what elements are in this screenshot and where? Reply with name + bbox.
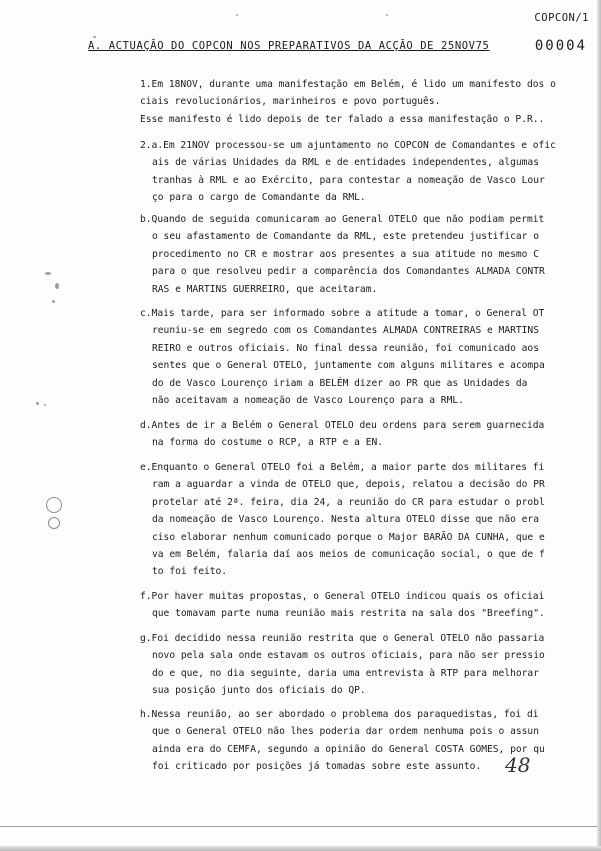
paragraph-2f: [140, 588, 585, 623]
paragraph-2c: [140, 305, 585, 409]
text-line: ainda era do CEMFA, segundo a opinião do General COSTA GOMES, por qu: [152, 743, 545, 755]
text-line: va em Belém, falaria daí aos meios de comunicação social, o que de f: [152, 548, 545, 560]
page-bottom-rule: [0, 826, 601, 827]
scan-speck: [93, 36, 96, 38]
text-line: Esse manifesto é lido depois de ter falado a essa manifestação o P.R..: [140, 113, 545, 125]
text-line: REIRO e outros oficiais. No final dessa reunião, foi comunicado aos: [152, 342, 539, 354]
text-line: que tomavam parte numa reunião mais restrita na sala dos "Breefing".: [152, 608, 545, 620]
text-line: tranhas à RML e ao Exército, para contestar a nomeação de Vasco Lour: [152, 174, 545, 186]
text-line: ciais revolucionários, marinheiros e povo português.: [140, 96, 441, 108]
text-line: não aceitavam a nomeação de Vasco Lourenço para a RML.: [152, 394, 464, 406]
paragraph-2b: [140, 211, 585, 298]
text-line: RAS e MARTINS GUERREIRO, que aceitaram.: [152, 283, 378, 295]
scan-speck: [236, 14, 238, 16]
document-reference: COPCON/1: [534, 12, 589, 24]
text-line: ais de várias Unidades da RML e de entidades independentes, algumas: [152, 157, 539, 169]
paragraph-2a: [140, 137, 585, 207]
scan-speck: [45, 272, 51, 275]
paragraph-2g: [140, 630, 585, 700]
text-line: reuniu-se em segredo com os Comandantes ALMADA CONTREIRAS e MARTINS: [152, 325, 539, 337]
text-line: que o General OTELO não lhes poderia dar ordem nenhuma pois o assun: [152, 726, 539, 738]
text-line: do e que, no dia seguinte, daria uma entrevista à RTP para melhorar: [152, 667, 539, 679]
text-line: procedimento no CR e mostrar aos presentes a sua atitude no mesmo C: [152, 248, 539, 260]
scan-speck: [386, 14, 388, 16]
text-line: e.Enquanto o General OTELO foi a Belém, a maior parte dos militares fi: [140, 462, 545, 473]
paragraph-2d: [140, 417, 585, 452]
text-line: 2.a.Em 21NOV processou-se um ajuntamento no COPCON de Comandantes e ofic: [140, 140, 556, 151]
text-line: ço para o cargo de Comandante da RML.: [152, 192, 366, 204]
scan-speck: [44, 404, 46, 406]
text-line: novo pela sala onde estavam os outros oficiais, para não ser pressio: [152, 650, 545, 662]
paragraph-1: [140, 76, 585, 128]
text-line: da nomeação de Vasco Lourenço. Nesta altura OTELO disse que não era: [152, 514, 539, 526]
text-line: g.Foi decidido nessa reunião restrita que o General OTELO não passaria: [140, 633, 545, 644]
text-line: ciso elaborar nenhum comunicado porque o Major BARÃO DA CUNHA, que e: [152, 531, 545, 543]
scan-speck: [55, 283, 59, 289]
text-line: o seu afastamento de Comandante da RML, este pretendeu justificar o: [152, 231, 539, 243]
text-line: d.Antes de ir a Belém o General OTELO deu ordens para serem guarnecida: [140, 420, 545, 431]
text-line: c.Mais tarde, para ser informado sobre a atitude a tomar, o General OT: [140, 308, 545, 319]
text-line: sentes que o General OTELO, juntamente com alguns militares e acompa: [152, 360, 545, 372]
text-line: sua posição junto dos oficiais do QP.: [152, 685, 366, 697]
page-edge-shadow-bottom: [0, 846, 601, 851]
page-edge-shadow-right: [597, 0, 601, 851]
punch-hole-mark: [46, 497, 62, 513]
text-line: para o que resolveu pedir a comparência dos Comandantes ALMADA CONTR: [152, 266, 545, 278]
text-line: 1.Em 18NOV, durante uma manifestação em Belém, é lido um manifesto dos o: [140, 79, 556, 90]
handwritten-page-number: 48: [505, 753, 531, 777]
text-line: f.Por haver muitas propostas, o General OTELO indicou quais os oficiai: [140, 591, 545, 602]
text-line: do de Vasco Lourenço iriam a BELÉM dizer ao PR que as Unidades da: [152, 377, 528, 389]
text-line: ram a aguardar a vinda de OTELO que, depois, relatou a decisão do PR: [152, 479, 545, 491]
text-line: foi criticado por posições já tomadas sobre este assunto.: [152, 761, 482, 773]
paragraph-2e: [140, 459, 585, 581]
scan-speck: [52, 300, 55, 303]
punch-hole-mark: [48, 517, 60, 529]
text-line: h.Nessa reunião, ao ser abordado o problema dos paraquedistas, foi di: [140, 709, 539, 720]
section-heading: A. ACTUAÇÃO DO COPCON NOS PREPARATIVOS DA ACÇÃO DE 25NOV75: [88, 40, 490, 52]
text-line: na forma do costume o RCP, a RTP e a EN.: [152, 437, 384, 449]
text-line: b.Quando de seguida comunicaram ao General OTELO que não podiam permit: [140, 214, 545, 225]
document-number-stamp: 00004: [534, 38, 587, 54]
scan-speck: [36, 402, 39, 405]
text-line: to foi feito.: [152, 566, 228, 578]
text-line: protelar até 2ª. feira, dia 24, a reunião do CR para estudar o probl: [152, 496, 545, 508]
